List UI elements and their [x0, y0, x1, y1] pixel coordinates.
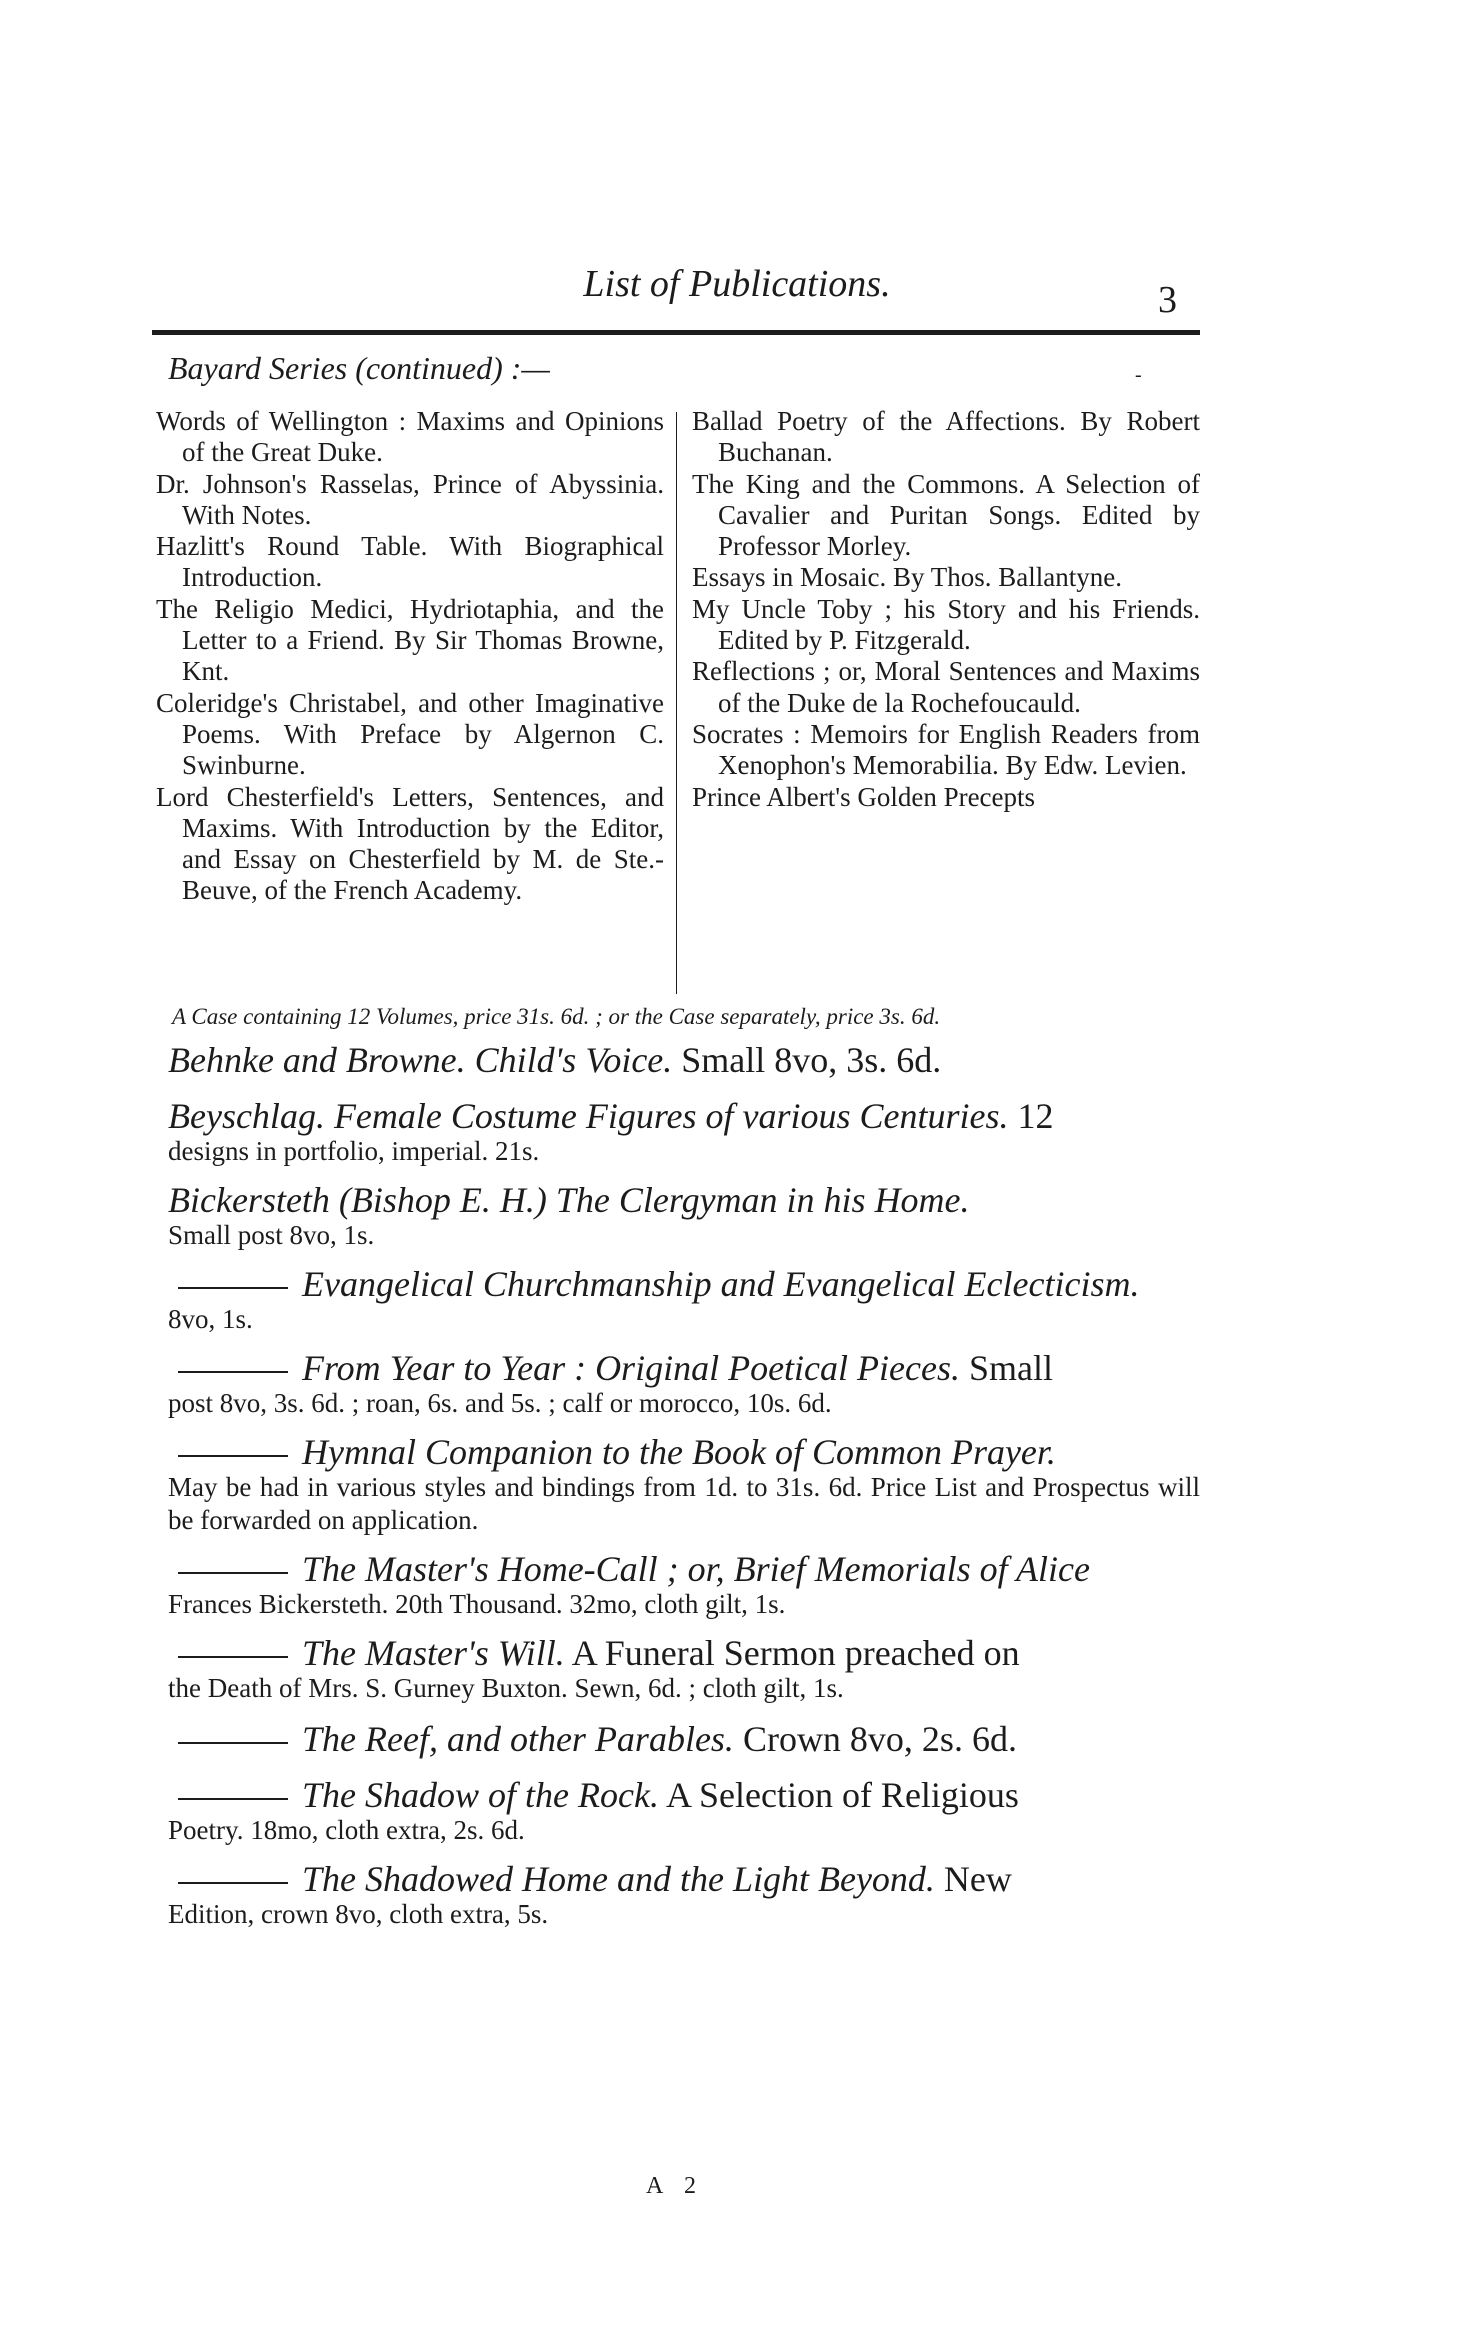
entry-rest: A Funeral Sermon preached on — [571, 1633, 1020, 1673]
publication-entry — [168, 1430, 1200, 1537]
entry-rest: New — [943, 1859, 1012, 1899]
entry-detail: the Death of Mrs. S. Gurney Buxton. Sewn, 6d. ; cloth gilt, 1s. — [168, 1673, 844, 1703]
bayard-right-column — [692, 406, 1200, 813]
signature-mark: A 2 — [646, 2173, 705, 2199]
publication-entry — [168, 1346, 1200, 1420]
list-item: The King and the Commons. A Selection of Cavalier and Puritan Songs. Edited by Professor Morley. — [692, 468, 1200, 562]
entry-detail: Frances Bickersteth. 20th Thousand. 32mo, cloth gilt, 1s. — [168, 1589, 786, 1619]
ditto-dash — [178, 1882, 288, 1884]
entry-detail: Poetry. 18mo, cloth extra, 2s. 6d. — [168, 1815, 525, 1845]
stray-mark: - — [1135, 364, 1142, 386]
publication-entry — [168, 1094, 1200, 1168]
entry-author: Beyschlag. — [168, 1096, 325, 1136]
publication-list — [168, 1038, 1200, 1931]
entry-detail: Edition, crown 8vo, cloth extra, 5s. — [168, 1899, 549, 1929]
list-item: Words of Wellington : Maxims and Opinions of the Great Duke. — [156, 406, 664, 468]
bayard-series-heading: Bayard Series (continued) :— — [168, 350, 550, 386]
entry-rest: 12 — [1017, 1096, 1054, 1136]
running-title: List of Publications. — [583, 263, 891, 305]
list-item: Ballad Poetry of the Affections. By Robert Buchanan. — [692, 406, 1200, 468]
entry-title: Child's Voice. — [474, 1040, 673, 1080]
entry-title: Evangelical Churchmanship and Evangelical Eclecticism. — [302, 1264, 1140, 1304]
publication-entry — [168, 1178, 1200, 1252]
entry-detail: Small post 8vo, 1s. — [168, 1220, 375, 1250]
entry-title: The Shadowed Home and the Light Beyond. — [302, 1859, 935, 1899]
header-rule — [152, 330, 1200, 335]
entry-rest: A Selection of Religious — [665, 1775, 1019, 1815]
entry-rest: Crown 8vo, 2s. 6d. — [742, 1719, 1017, 1759]
column-divider — [676, 412, 677, 994]
entry-author: Bickersteth (Bishop E. H.) — [168, 1180, 547, 1220]
entry-title: The Reef, and other Parables. — [302, 1719, 734, 1759]
entry-title: Female Costume Figures of various Centuries. — [333, 1096, 1009, 1136]
entry-detail: May be had in various styles and bindings from 1d. to 31s. 6d. Price List and Prospectus will be forwarded on application. — [168, 1472, 1200, 1535]
entry-detail: 8vo, 1s. — [168, 1304, 253, 1334]
bayard-left-column — [156, 406, 664, 907]
entry-title: The Shadow of the Rock. — [302, 1775, 659, 1815]
list-item: Dr. Johnson's Rasselas, Prince of Abyssinia. With Notes. — [156, 468, 664, 530]
publication-entry — [168, 1717, 1200, 1761]
entry-title: The Master's Will. — [302, 1633, 565, 1673]
list-item: Lord Chesterfield's Letters, Sentences, and Maxims. With Introduction by the Editor, and Essay on Chesterfield by M. de Ste.-Beuve, of the French Academy. — [156, 781, 664, 906]
list-item: Essays in Mosaic. By Thos. Ballantyne. — [692, 562, 1122, 593]
publication-entry — [168, 1857, 1200, 1931]
list-item: Prince Albert's Golden Precepts — [692, 781, 1036, 812]
list-item: Socrates : Memoirs for English Readers from Xenophon's Memorabilia. By Edw. Levien. — [692, 718, 1200, 781]
entry-author: Behnke and Browne. — [168, 1040, 466, 1080]
entry-rest: Small — [968, 1348, 1053, 1388]
ditto-dash — [178, 1455, 288, 1457]
ditto-dash — [178, 1656, 288, 1658]
case-price-note: A Case containing 12 Volumes, price 31s. 6d. ; or the Case separately, price 3s. 6d. — [172, 1004, 941, 1029]
entry-title: The Clergyman in his Home. — [555, 1180, 970, 1220]
ditto-dash — [178, 1572, 288, 1574]
list-item: Coleridge's Christabel, and other Imaginative Poems. With Preface by Algernon C. Swinburne. — [156, 687, 664, 781]
entry-title: Hymnal Companion to the Book of Common Prayer. — [302, 1432, 1056, 1472]
publication-entry — [168, 1038, 1200, 1082]
list-item: Reflections ; or, Moral Sentences and Maxims of the Duke de la Rochefoucauld. — [692, 656, 1200, 718]
list-item: My Uncle Toby ; his Story and his Friends. Edited by P. Fitzgerald. — [692, 593, 1200, 656]
entry-detail: designs in portfolio, imperial. 21s. — [168, 1136, 540, 1166]
entry-detail: post 8vo, 3s. 6d. ; roan, 6s. and 5s. ; calf or morocco, 10s. 6d. — [168, 1388, 832, 1418]
ditto-dash — [178, 1371, 288, 1373]
publication-entry — [168, 1773, 1200, 1847]
page-number: 3 — [1158, 279, 1177, 321]
entry-rest: Small 8vo, 3s. 6d. — [681, 1040, 942, 1080]
list-item: Hazlitt's Round Table. With Biographical Introduction. — [156, 531, 664, 593]
publication-entry — [168, 1631, 1200, 1705]
publication-entry — [168, 1547, 1200, 1621]
entry-title: The Master's Home-Call ; or, Brief Memorials of Alice — [302, 1549, 1090, 1589]
ditto-dash — [178, 1742, 288, 1744]
ditto-dash — [178, 1798, 288, 1800]
list-item: The Religio Medici, Hydriotaphia, and the Letter to a Friend. By Sir Thomas Browne, Knt. — [156, 593, 664, 687]
publication-entry — [168, 1262, 1200, 1336]
entry-title: From Year to Year : Original Poetical Pieces. — [302, 1348, 960, 1388]
ditto-dash — [178, 1287, 288, 1289]
